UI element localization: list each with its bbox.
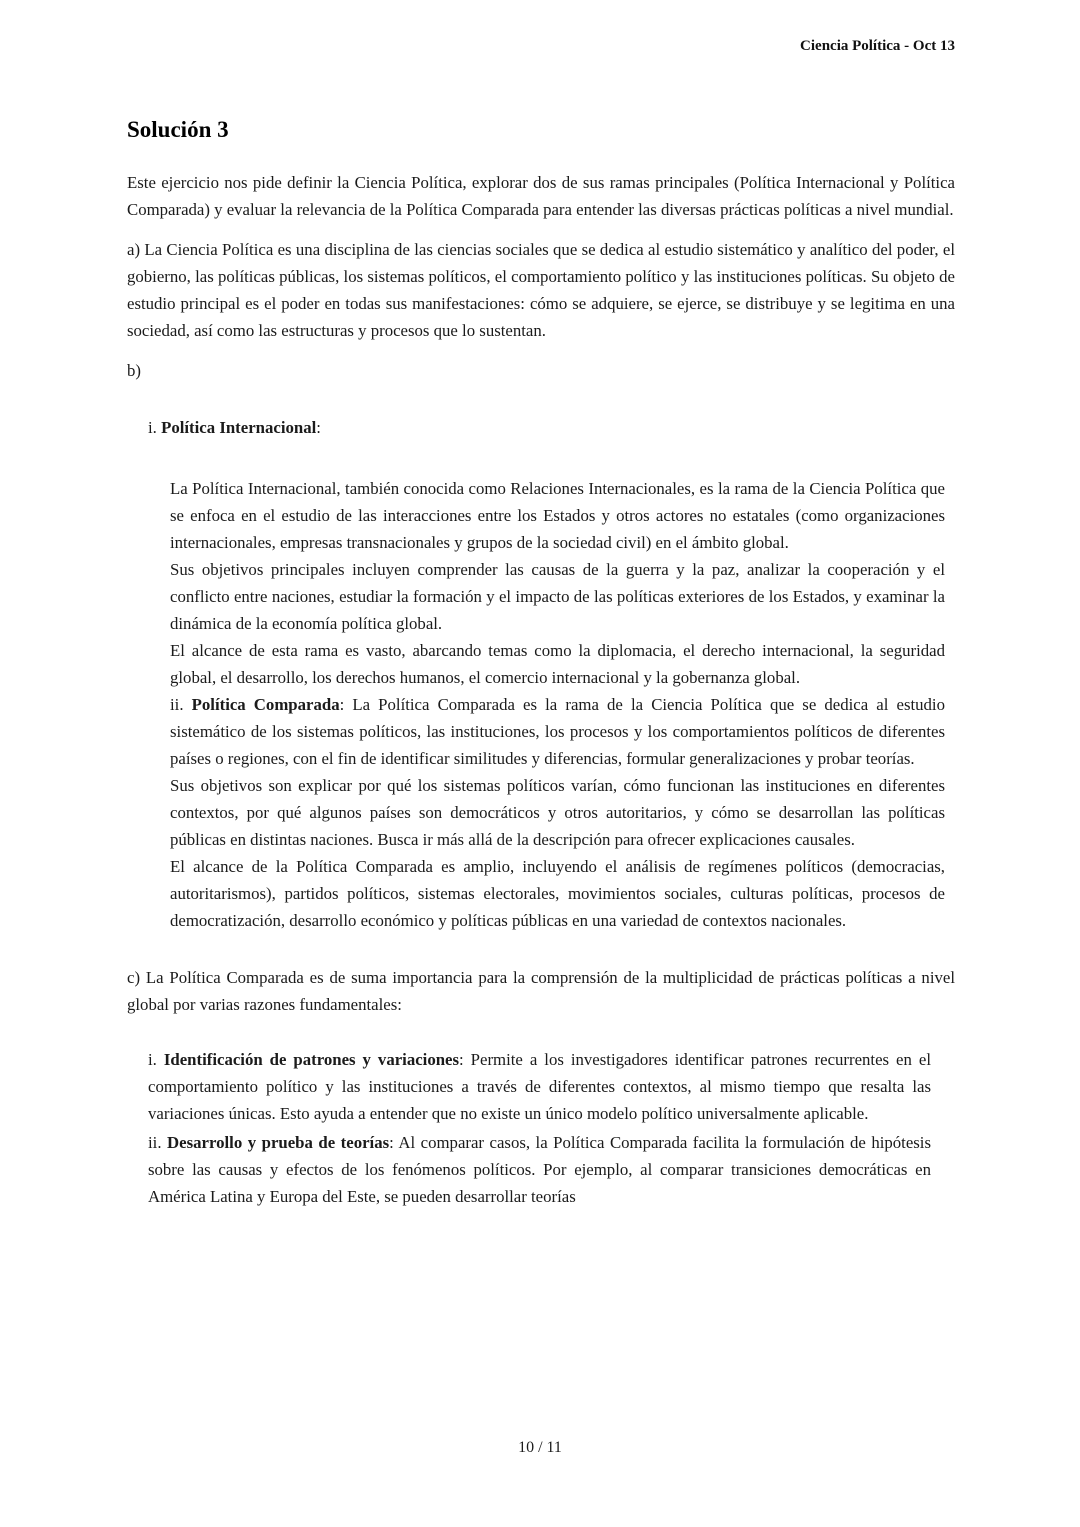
paragraph-comparada-alcance: El alcance de la Política Comparada es amplio, incluyendo el análisis de regímenes políticos (democracias, autoritarismos), partidos políticos, sistemas electorales, movimientos sociales, culturas políticas, procesos de democratización, desarrollo económico y políticas públicas en una variedad de contextos nacionales. xyxy=(170,857,945,930)
page-header: Ciencia Política - Oct 13 xyxy=(800,38,955,54)
paragraph-internacional-objetivos: Sus objetivos principales incluyen comprender las causas de la guerra y la paz, analizar la cooperación y el conflicto entre naciones, estudiar la formación y el impacto de las políticas exteriores de los Estados, y examinar la dinámica de la economía política global. xyxy=(170,560,945,633)
paragraph-intro: Este ejercicio nos pide definir la Ciencia Política, explorar dos de sus ramas principales (Política Internacional y Política Comparada) y evaluar la relevancia de la Política Comparada para entender las diversas prácticas políticas a nivel mundial. xyxy=(127,173,955,219)
page-title: Solución 3 xyxy=(127,117,229,142)
paragraph-comparada-definition: ii. Política Comparada: La Política Comparada es la rama de la Ciencia Política que se dedica al estudio sistemático de los sistemas políticos, las instituciones, los procesos y los comportamientos políticos de diferentes países o regiones, con el fin de identificar similitudes y diferencias, formular generalizaciones y probar teorías. xyxy=(170,695,945,768)
paragraph-internacional-alcance: El alcance de esta rama es vasto, abarcando temas como la diplomacia, el derecho internacional, la seguridad global, el desarrollo, los derechos humanos, el comercio internacional y la gobernanza global. xyxy=(170,641,945,687)
paragraph-a: a) La Ciencia Política es una disciplina de las ciencias sociales que se dedica al estudio sistemático y analítico del poder, el gobierno, las políticas públicas, los sistemas políticos, el comportamiento político y las instituciones políticas. Su objeto de estudio principal es el poder en todas sus manifestaciones: cómo se adquiere, se ejerce, se distribuye y se legitima en una sociedad, así como las estructuras y procesos que lo sustentan. xyxy=(127,240,955,340)
paragraph-comparada-objetivos: Sus objetivos son explicar por qué los sistemas políticos varían, cómo funcionan las instituciones en diferentes contextos, por qué algunos países son democráticos y otros autoritarios, y cómo se desarrollan las políticas públicas en distintas naciones. Busca ir más allá de la descripción para ofrecer explicaciones causales. xyxy=(170,776,945,849)
paragraph-b-label: b) xyxy=(127,361,141,380)
paragraph-internacional-definition: La Política Internacional, también conocida como Relaciones Internacionales, es la rama de la Ciencia Política que se enfoca en el estudio de las interacciones entre los Estados y otros actores no estatales (como organizaciones internacionales, empresas transnacionales y grupos de la sociedad civil) en el ámbito global. xyxy=(170,479,945,552)
list-item-heading-politica-internacional: i. Política Internacional: xyxy=(148,418,321,437)
footer-page-number: 10 / 11 xyxy=(518,1439,562,1456)
list-c-reasons xyxy=(148,1046,931,1210)
paragraph-c-lead: c) La Política Comparada es de suma importancia para la comprensión de la multiplicidad de prácticas políticas a nivel global por varias razones fundamentales: xyxy=(127,968,955,1014)
list-item-body-politica xyxy=(170,475,945,934)
list-item-identificacion-patrones: i. Identificación de patrones y variaciones: Permite a los investigadores identificar patrones recurrentes en el comportamiento político y las instituciones a través de diferentes contextos, al mismo tiempo que resalta las variaciones únicas. Esto ayuda a entender que no existe un único modelo político universalmente aplicable. xyxy=(148,1050,931,1123)
list-item-desarrollo-teorias: ii. Desarrollo y prueba de teorías: Al comparar casos, la Política Comparada facilita la formulación de hipótesis sobre las causas y efectos de los fenómenos políticos. Por ejemplo, al comparar transiciones democráticas en América Latina y Europa del Este, se pueden desarrollar teorías xyxy=(148,1133,932,1206)
